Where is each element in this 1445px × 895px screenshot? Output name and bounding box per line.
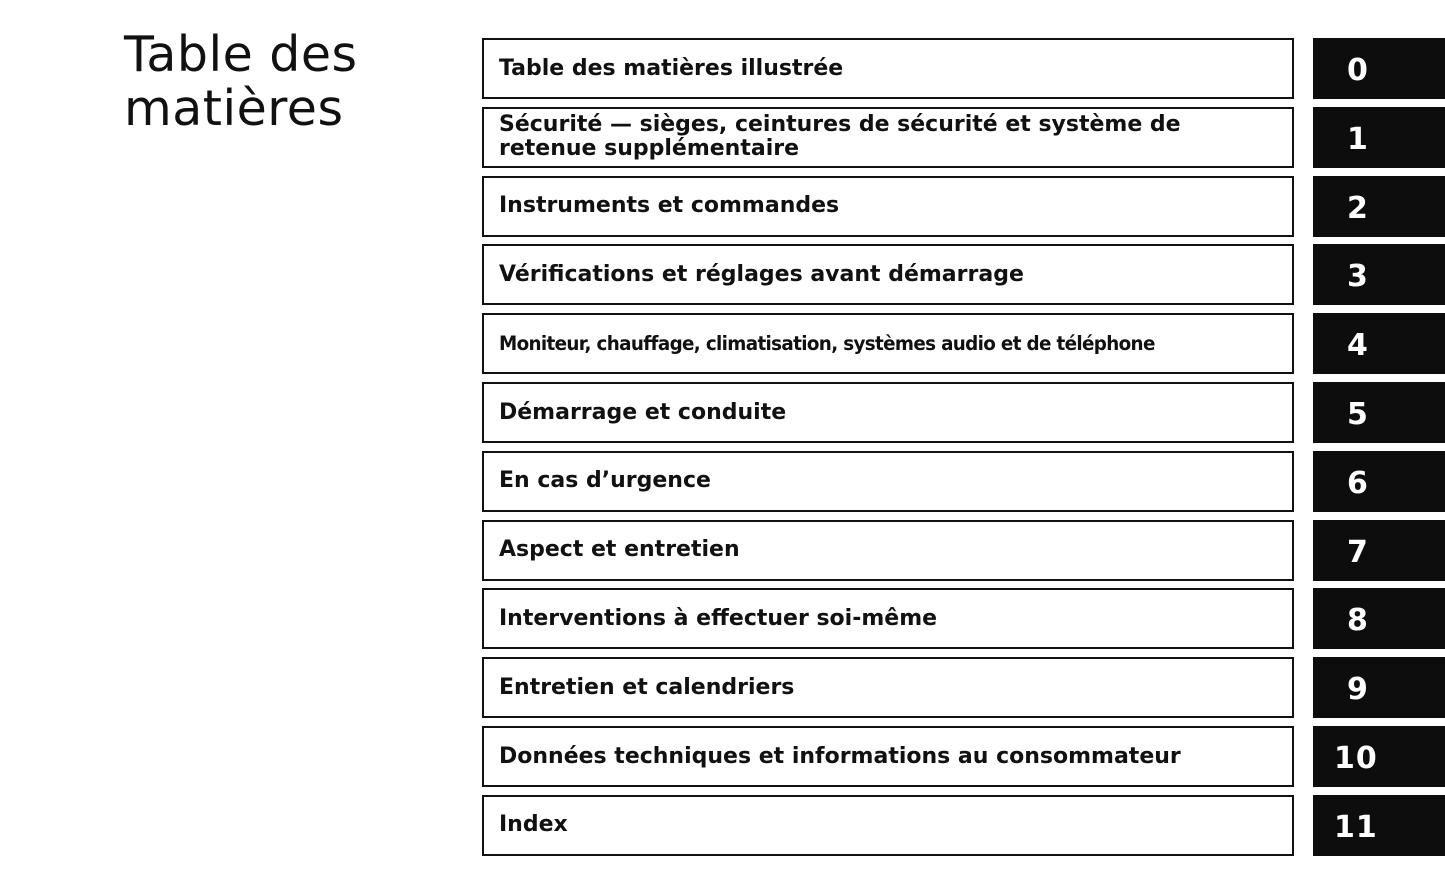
toc-tab-3[interactable]	[1313, 244, 1445, 305]
toc-entry-label: Instruments et commandes	[499, 193, 840, 219]
toc-entry-label: En cas d’urgence	[499, 468, 711, 494]
toc-entry-6[interactable]	[482, 451, 1294, 512]
toc-entry-label: Index	[499, 812, 568, 838]
toc-tab-number: 5	[1347, 397, 1368, 432]
toc-tab-8[interactable]	[1313, 588, 1445, 649]
toc-row-3	[482, 244, 1445, 305]
toc-tab-number: 11	[1334, 809, 1378, 845]
toc-entry-3[interactable]	[482, 244, 1294, 305]
page-title	[124, 28, 358, 136]
toc-row-7	[482, 520, 1445, 581]
toc-tab-0[interactable]	[1313, 38, 1445, 99]
toc-row-8	[482, 588, 1445, 649]
toc-entry-4[interactable]	[482, 313, 1294, 374]
toc-entry-11[interactable]	[482, 795, 1294, 856]
toc-tab-4[interactable]	[1313, 313, 1445, 374]
toc-entry-label: Interventions à effectuer soi-même	[499, 605, 938, 631]
toc-tab-number: 2	[1347, 190, 1368, 226]
toc-tab-5[interactable]	[1313, 382, 1445, 443]
toc-tab-1[interactable]	[1313, 107, 1445, 168]
toc-tab-7[interactable]	[1313, 520, 1445, 581]
toc-entry-1[interactable]	[482, 107, 1294, 168]
toc-entry-label: Aspect et entretien	[499, 537, 740, 563]
toc-tab-9[interactable]	[1313, 657, 1445, 718]
toc-entry-5[interactable]	[482, 382, 1294, 443]
toc-entry-label: Sécurité — sièges, ceintures de sécurité et système de retenue supplémentaire	[499, 112, 1181, 162]
toc-row-5	[482, 382, 1445, 443]
toc-row-2	[482, 176, 1445, 237]
toc-tab-6[interactable]	[1313, 451, 1445, 512]
toc-row-11	[482, 795, 1445, 856]
toc-entry-label: Entretien et calendriers	[499, 674, 795, 700]
toc-tab-number: 4	[1347, 328, 1368, 364]
toc-entry-8[interactable]	[482, 588, 1294, 649]
toc-tab-number: 6	[1347, 465, 1368, 501]
toc-tab-number: 1	[1347, 121, 1368, 157]
toc-tab-number: 10	[1334, 741, 1378, 776]
toc-row-4	[482, 313, 1445, 374]
toc-entry-2[interactable]	[482, 176, 1294, 237]
toc-entry-10[interactable]	[482, 726, 1294, 787]
toc-row-9	[482, 657, 1445, 718]
toc-tab-10[interactable]	[1313, 726, 1445, 787]
toc-tab-number: 7	[1347, 534, 1368, 570]
toc-entry-label: Données techniques et informations au consommateur	[499, 743, 1181, 769]
toc-entry-label: Vérifications et réglages avant démarrage	[499, 261, 1024, 287]
toc-tab-number: 3	[1347, 259, 1368, 295]
toc-tab-11[interactable]	[1313, 795, 1445, 856]
toc-entry-7[interactable]	[482, 520, 1294, 581]
page-title-line-1: Table des	[124, 26, 358, 83]
toc-row-1	[482, 107, 1445, 168]
toc-entry-0[interactable]	[482, 38, 1294, 99]
toc-tab-number: 8	[1347, 603, 1368, 639]
toc-row-10	[482, 726, 1445, 787]
toc-entry-label: Moniteur, chauffage, climatisation, systèmes audio et de téléphone	[499, 331, 1155, 355]
page-title-line-2: matières	[124, 80, 344, 137]
toc-entry-label: Table des matières illustrée	[499, 55, 844, 81]
toc-row-6	[482, 451, 1445, 512]
toc-entry-label: Démarrage et conduite	[499, 399, 787, 425]
toc-tab-2[interactable]	[1313, 176, 1445, 237]
toc-row-0	[482, 38, 1445, 99]
toc-tab-number: 0	[1347, 53, 1368, 88]
toc-tab-number: 9	[1347, 672, 1368, 708]
toc-entry-9[interactable]	[482, 657, 1294, 718]
